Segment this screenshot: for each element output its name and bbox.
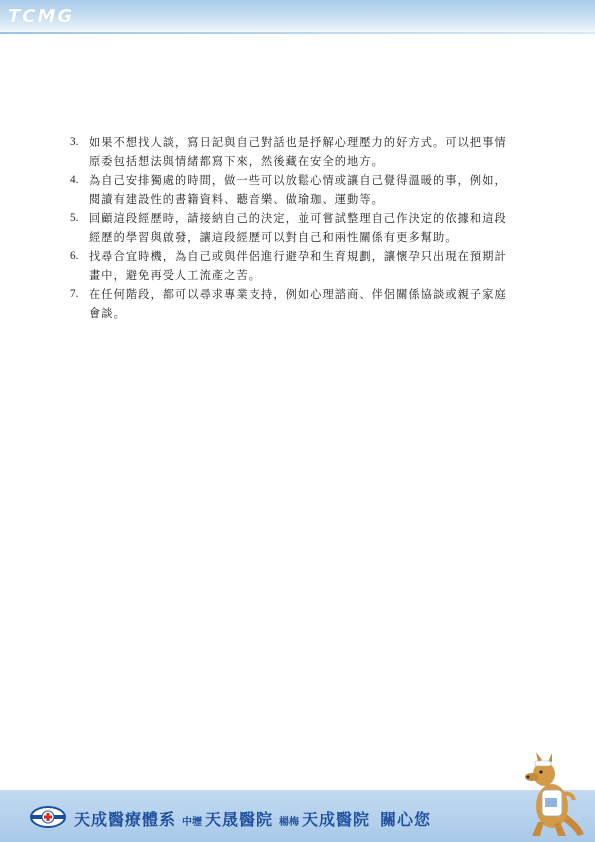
kangaroo-nurse-mascot-icon <box>518 750 588 838</box>
item-text: 如果不想找人談，寫日記與自己對話也是抒解心理壓力的好方式。可以把事情原委包括想法與情緒都寫下來，然後藏在安全的地方。 <box>89 136 507 168</box>
hospital-name: 天晟醫院 <box>205 810 274 829</box>
item-text: 回顧這段經歷時，請接納自己的決定，並可嘗試整理自己作決定的依據和這段經歷的學習與啟發，讓這段經歷可以對自己和兩性關係有更多幫助。 <box>89 212 507 244</box>
list-item <box>70 285 510 323</box>
list-item <box>70 247 510 285</box>
header-divider <box>0 32 595 34</box>
list-item <box>70 209 510 247</box>
item-number: 5. <box>70 212 79 224</box>
location-label: 楊梅 <box>279 817 300 828</box>
item-text: 在任何階段，都可以尋求專業支持，例如心理諮商、伴侶關係協談或親子家庭會談。 <box>89 288 507 320</box>
header-logo: TCMG <box>8 6 75 27</box>
list-item <box>70 133 510 171</box>
location-label: 中壢 <box>182 817 203 828</box>
list-item <box>70 171 510 209</box>
advice-list <box>70 133 510 323</box>
footer-band <box>0 790 595 842</box>
hospital-logo-icon <box>30 806 66 828</box>
item-number: 4. <box>70 174 79 186</box>
slogan: 關心您 <box>380 810 432 829</box>
item-text: 為自己安排獨處的時間，做一些可以放鬆心情或讓自己覺得溫暖的事，例如，閱讀有建設性的書籍資料、聽音樂、做瑜珈、運動等。 <box>89 174 507 206</box>
item-number: 3. <box>70 136 79 148</box>
item-number: 6. <box>70 250 79 262</box>
item-number: 7. <box>70 288 79 300</box>
group-name: 天成醫療體系 <box>74 810 177 829</box>
footer-hospital-names <box>74 807 431 830</box>
hospital-name: 天成醫院 <box>302 810 371 829</box>
header-band <box>0 0 595 34</box>
item-text: 找尋合宜時機，為自己或與伴侶進行避孕和生育規劃，讓懷孕只出現在預期計畫中，避免再受人工流產之苦。 <box>89 250 507 282</box>
